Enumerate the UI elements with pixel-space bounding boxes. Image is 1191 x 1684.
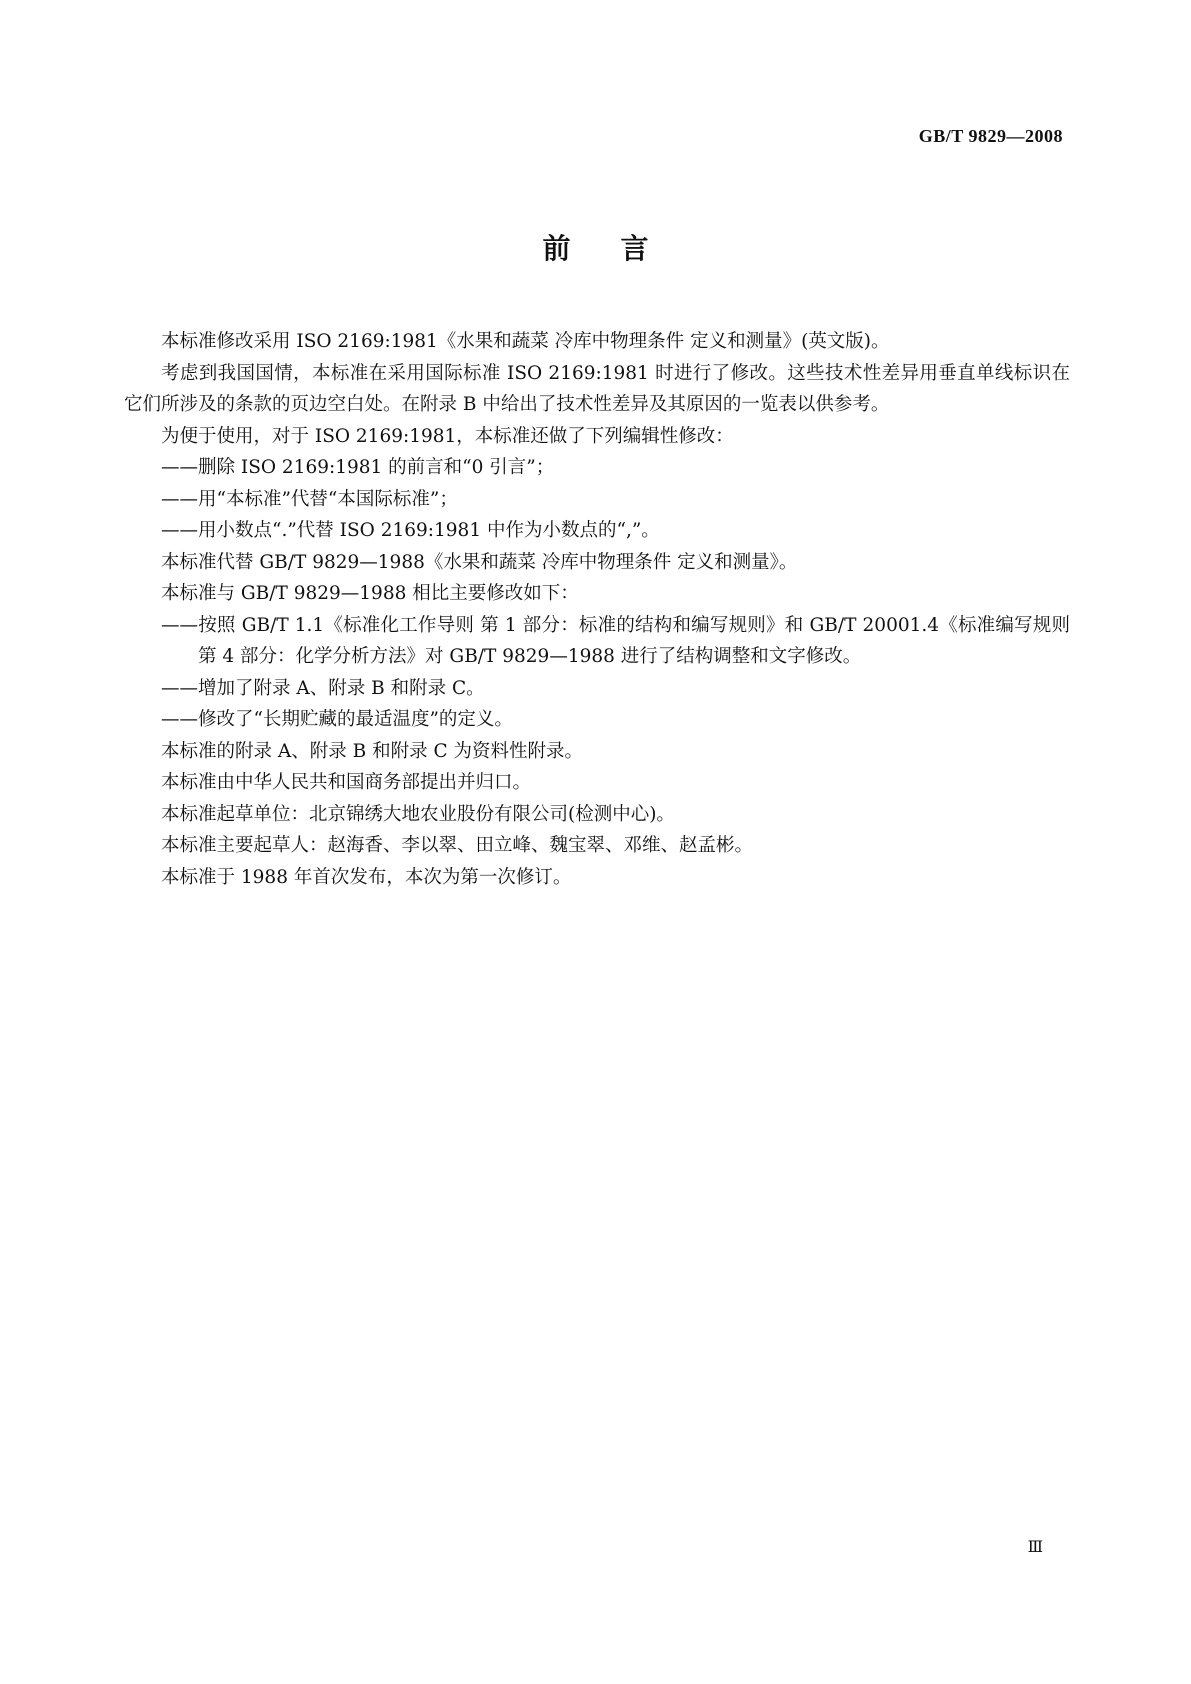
paragraph-adoption: 本标准修改采用 ISO 2169:1981《水果和蔬菜 冷库中物理条件 定义和测量》(英文版)。: [161, 331, 890, 352]
editorial-change-item: ——用小数点“.”代替 ISO 2169:1981 中作为小数点的“,”。: [161, 520, 660, 541]
editorial-change-item: ——用“本标准”代替“本国际标准”；: [161, 488, 458, 510]
paragraph-proposer: 本标准由中华人民共和国商务部提出并归口。: [161, 772, 532, 793]
paragraph-technical-differences: 考虑到我国国情，本标准在采用国际标准 ISO 2169:1981 时进行了修改。这些技术性差异用垂直单线标识在它们所涉及的条款的页边空白处。在附录 B 中给出了技术性差异及其原因的一览表以供参考。: [124, 362, 1070, 415]
paragraph-drafters: 本标准主要起草人：赵海香、李以翠、田立峰、魏宝翠、邓维、赵孟彬。: [161, 835, 754, 856]
main-change-item: ——增加了附录 A、附录 B 和附录 C。: [161, 677, 485, 699]
paragraph-annexes: 本标准的附录 A、附录 B 和附录 C 为资料性附录。: [161, 740, 584, 762]
paragraph-replacement: 本标准代替 GB/T 9829—1988《水果和蔬菜 冷库中物理条件 定义和测量》。: [161, 551, 798, 573]
paragraph-drafting-unit: 本标准起草单位：北京锦绣大地农业股份有限公司(检测中心)。: [161, 803, 675, 825]
page-number: Ⅲ: [1027, 1539, 1043, 1556]
standard-code: GB/T 9829—2008: [918, 126, 1063, 146]
main-change-item: ——修改了“长期贮藏的最适温度”的定义。: [161, 709, 513, 730]
paragraph-editorial-intro: 为便于使用，对于 ISO 2169:1981，本标准还做了下列编辑性修改：: [161, 425, 734, 447]
main-change-item: ——按照 GB/T 1.1《标准化工作导则 第 1 部分：标准的结构和编写规则》和 GB/T 20001.4《标准编写规则 第 4 部分：化学分析方法》对 GB/T 9829—1988 进行了结构调整和文字修改。: [161, 614, 1070, 667]
paragraph-history: 本标准于 1988 年首次发布，本次为第一次修订。: [161, 866, 572, 888]
foreword-body: [124, 326, 1070, 893]
paragraph-changes-intro: 本标准与 GB/T 9829—1988 相比主要修改如下：: [161, 583, 579, 604]
page-title: 前言: [542, 232, 699, 265]
editorial-change-item: ——删除 ISO 2169:1981 的前言和“0 引言”；: [161, 457, 555, 478]
